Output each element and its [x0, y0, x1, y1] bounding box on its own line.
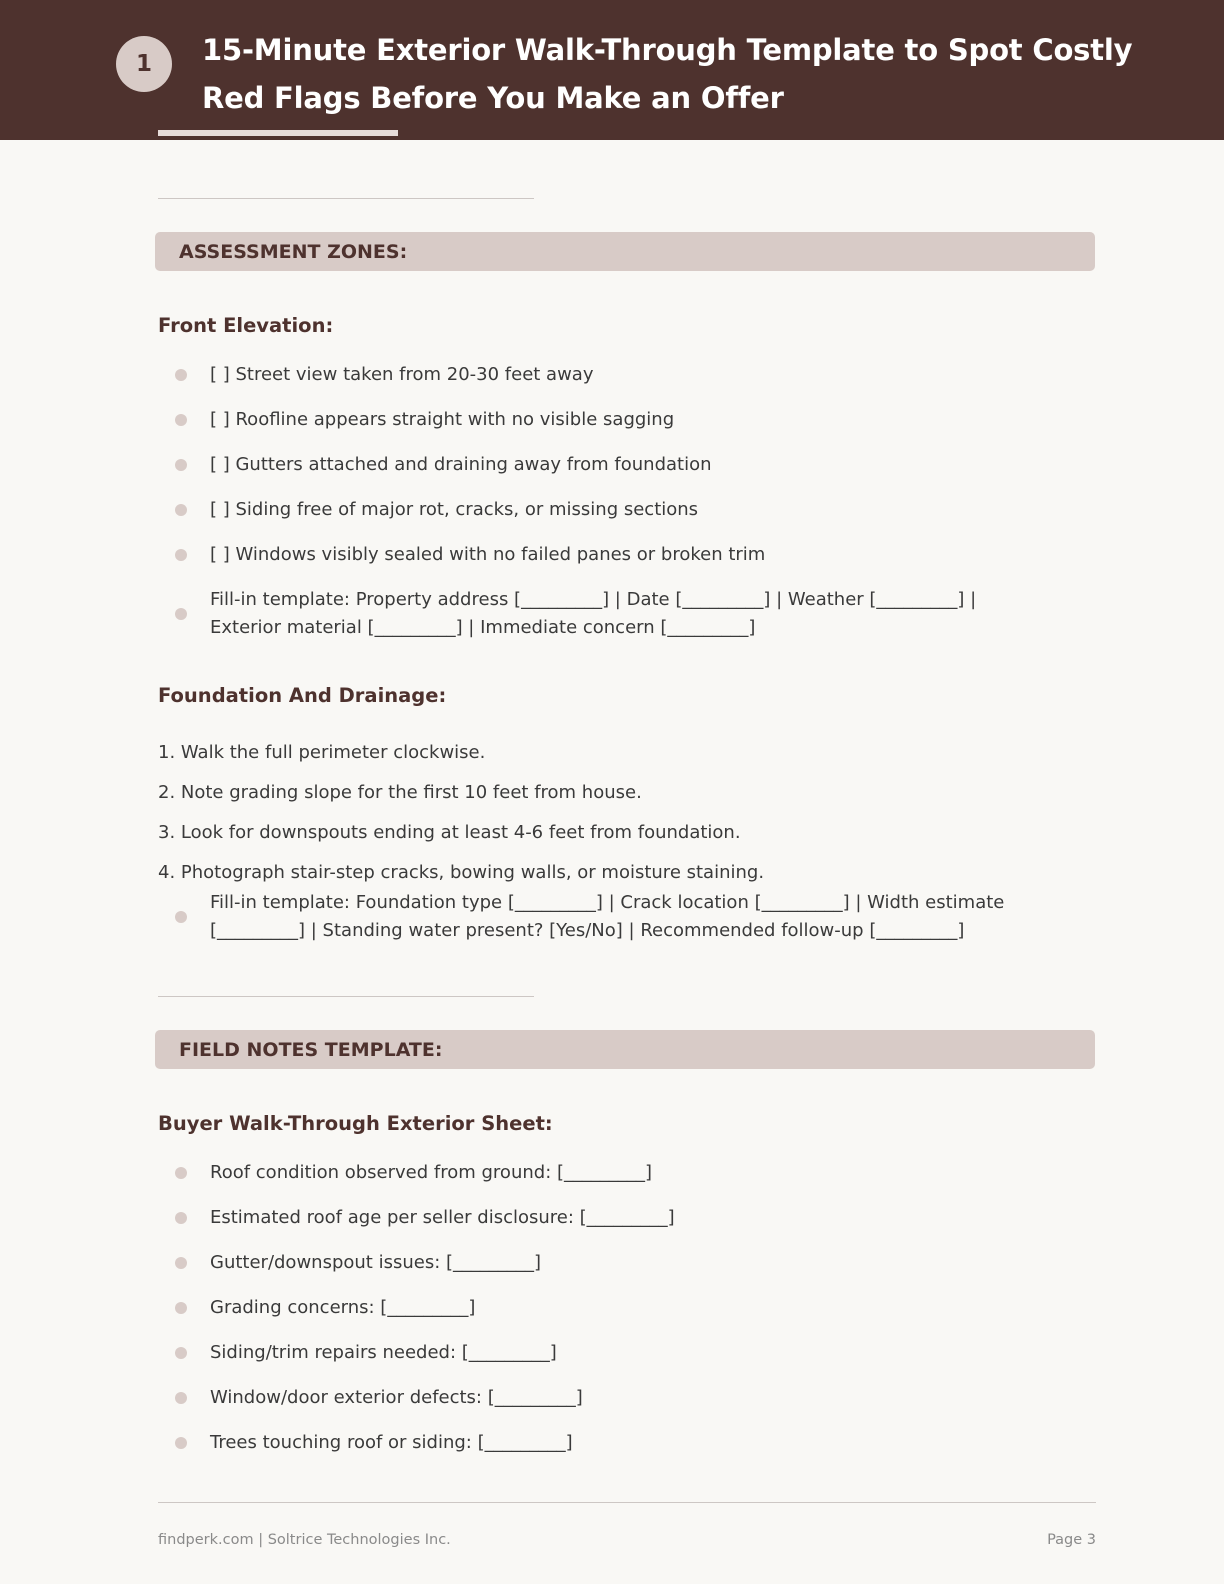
section-number-badge: 1: [116, 36, 172, 92]
section-heading-assessment-zones: [155, 232, 1095, 271]
section-divider: [158, 198, 534, 199]
bullet-dot-icon: [175, 1302, 187, 1314]
bullet-dot-icon: [175, 1347, 187, 1359]
subheading-foundation-drainage: Foundation And Drainage:: [158, 684, 447, 707]
section-divider: [158, 996, 534, 997]
list-item: [158, 496, 1098, 524]
list-item-text: [ ] Siding free of major rot, cracks, or missing sections: [210, 499, 699, 520]
list-item-text: Estimated roof age per seller disclosure: [_________]: [210, 1207, 675, 1228]
numbered-step: 3. Look for downspouts ending at least 4-6 feet from foundation.: [158, 822, 741, 843]
title-underline: [158, 130, 398, 136]
list-item-text: [ ] Street view taken from 20-30 feet away: [210, 364, 594, 385]
bullet-dot-icon: [175, 1212, 187, 1224]
page-number: Page 3: [1047, 1532, 1096, 1548]
bullet-dot-icon: [175, 1392, 187, 1404]
footer-divider: [158, 1502, 1096, 1503]
foundation-steps: [158, 739, 1098, 887]
list-item-fill-in-template: [158, 889, 1098, 945]
bullet-dot-icon: [175, 1257, 187, 1269]
footer-source: findperk.com | Soltrice Technologies Inc.: [158, 1532, 451, 1548]
list-item-text: Gutter/downspout issues: [_________]: [210, 1252, 542, 1273]
section-heading-label: FIELD NOTES TEMPLATE:: [179, 1038, 443, 1061]
bullet-dot-icon: [175, 549, 187, 561]
bullet-dot-icon: [175, 369, 187, 381]
list-item-text: Fill-in template: Property address [_________] | Date [_________] | Weather [_________] | Exterior material [_________] | Immediate concern [_________]: [210, 589, 977, 638]
list-item-text: Fill-in template: Foundation type [_________] | Crack location [_________] | Width estimate [_________] | Standing water present? [Yes/No] | Recommended follow-up [_________]: [210, 892, 1005, 941]
bullet-dot-icon: [175, 608, 187, 620]
list-item-fill-in-template: [158, 586, 1098, 642]
numbered-step: 4. Photograph stair-step cracks, bowing walls, or moisture staining.: [158, 862, 765, 883]
bullet-dot-icon: [175, 911, 187, 923]
list-item: [158, 1339, 1098, 1367]
list-item: [158, 1159, 1098, 1187]
list-item: [158, 451, 1098, 479]
list-item-text: [ ] Gutters attached and draining away from foundation: [210, 454, 712, 475]
section-heading-field-notes: [155, 1030, 1095, 1069]
subheading-front-elevation: Front Elevation:: [158, 314, 334, 337]
page-header: [0, 0, 1224, 140]
foundation-fill-in: [158, 889, 1098, 945]
list-item: [158, 1249, 1098, 1277]
list-item: [158, 1204, 1098, 1232]
list-item-text: [ ] Windows visibly sealed with no failed panes or broken trim: [210, 544, 766, 565]
numbered-step: 2. Note grading slope for the first 10 feet from house.: [158, 782, 642, 803]
list-item-text: Siding/trim repairs needed: [_________]: [210, 1342, 557, 1363]
list-item: [158, 1294, 1098, 1322]
bullet-dot-icon: [175, 504, 187, 516]
list-item: [158, 1384, 1098, 1412]
list-item: [158, 406, 1098, 434]
list-item-text: Grading concerns: [_________]: [210, 1297, 476, 1318]
front-elevation-checklist: [158, 361, 1098, 642]
list-item-text: Roof condition observed from ground: [_________]: [210, 1162, 653, 1183]
list-item-text: [ ] Roofline appears straight with no visible sagging: [210, 409, 675, 430]
exterior-sheet-checklist: [158, 1159, 1098, 1457]
list-item: [158, 1429, 1098, 1457]
subheading-exterior-sheet: Buyer Walk-Through Exterior Sheet:: [158, 1112, 553, 1135]
section-heading-label: ASSESSMENT ZONES:: [179, 240, 408, 263]
bullet-dot-icon: [175, 459, 187, 471]
numbered-step: 1. Walk the full perimeter clockwise.: [158, 742, 486, 763]
bullet-dot-icon: [175, 1437, 187, 1449]
list-item: [158, 361, 1098, 389]
list-item-text: Trees touching roof or siding: [_________]: [210, 1432, 573, 1453]
bullet-dot-icon: [175, 1167, 187, 1179]
page-title: 15-Minute Exterior Walk-Through Template to Spot Costly Red Flags Before You Make an Offer: [202, 33, 1133, 115]
list-item: [158, 541, 1098, 569]
list-item-text: Window/door exterior defects: [_________]: [210, 1387, 583, 1408]
bullet-dot-icon: [175, 414, 187, 426]
